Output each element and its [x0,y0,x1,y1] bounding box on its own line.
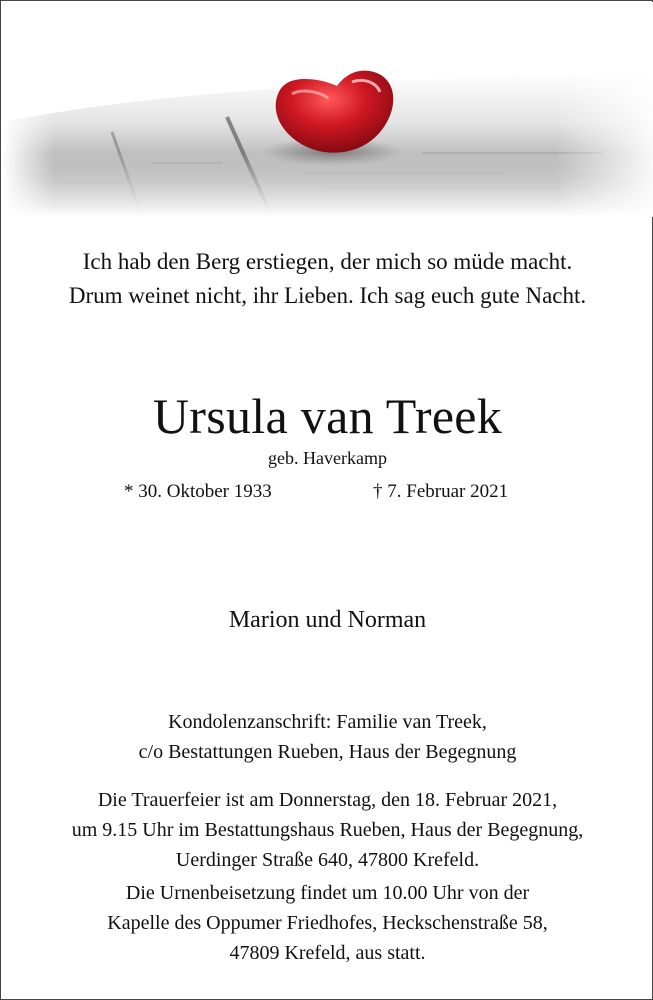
death-date: † 7. Februar 2021 [373,481,509,502]
red-heart-on-stone-image [2,2,653,217]
urn-line-1: Die Urnenbeisetzung findet um 10.00 Uhr von der [125,882,530,904]
mourners: Marion und Norman [228,607,427,633]
verse [1,245,653,313]
hero-image [2,2,653,217]
funeral-service-info [1,785,653,875]
service-line-2: um 9.15 Uhr im Bestattungshaus Rueben, Haus der Begegnung, [71,819,584,841]
condolence-line-2: c/o Bestattungen Rueben, Haus der Begegnung [138,741,517,763]
condolence-line-1: Kondolenzanschrift: Familie van Treek, [168,711,487,733]
verse-line-2: Drum weinet nicht, ihr Lieben. Ich sag euch gute Nacht. [68,283,587,308]
urn-burial-info [1,878,653,968]
urn-line-2: Kapelle des Oppumer Friedhofes, Heckschenstraße 58, [107,912,548,934]
service-line-1: Die Trauerfeier ist am Donnerstag, den 18. Februar 2021, [97,789,558,811]
urn-line-3: 47809 Krefeld, aus statt. [229,942,426,964]
birth-date: * 30. Oktober 1933 [124,481,272,502]
verse-line-1: Ich hab den Berg erstiegen, der mich so müde macht. [82,249,573,274]
deceased-name: Ursula van Treek [152,388,503,444]
service-line-3: Uerdinger Straße 640, 47800 Krefeld. [175,849,480,871]
birth-name: geb. Haverkamp [268,448,387,468]
condolence-address [1,707,653,767]
